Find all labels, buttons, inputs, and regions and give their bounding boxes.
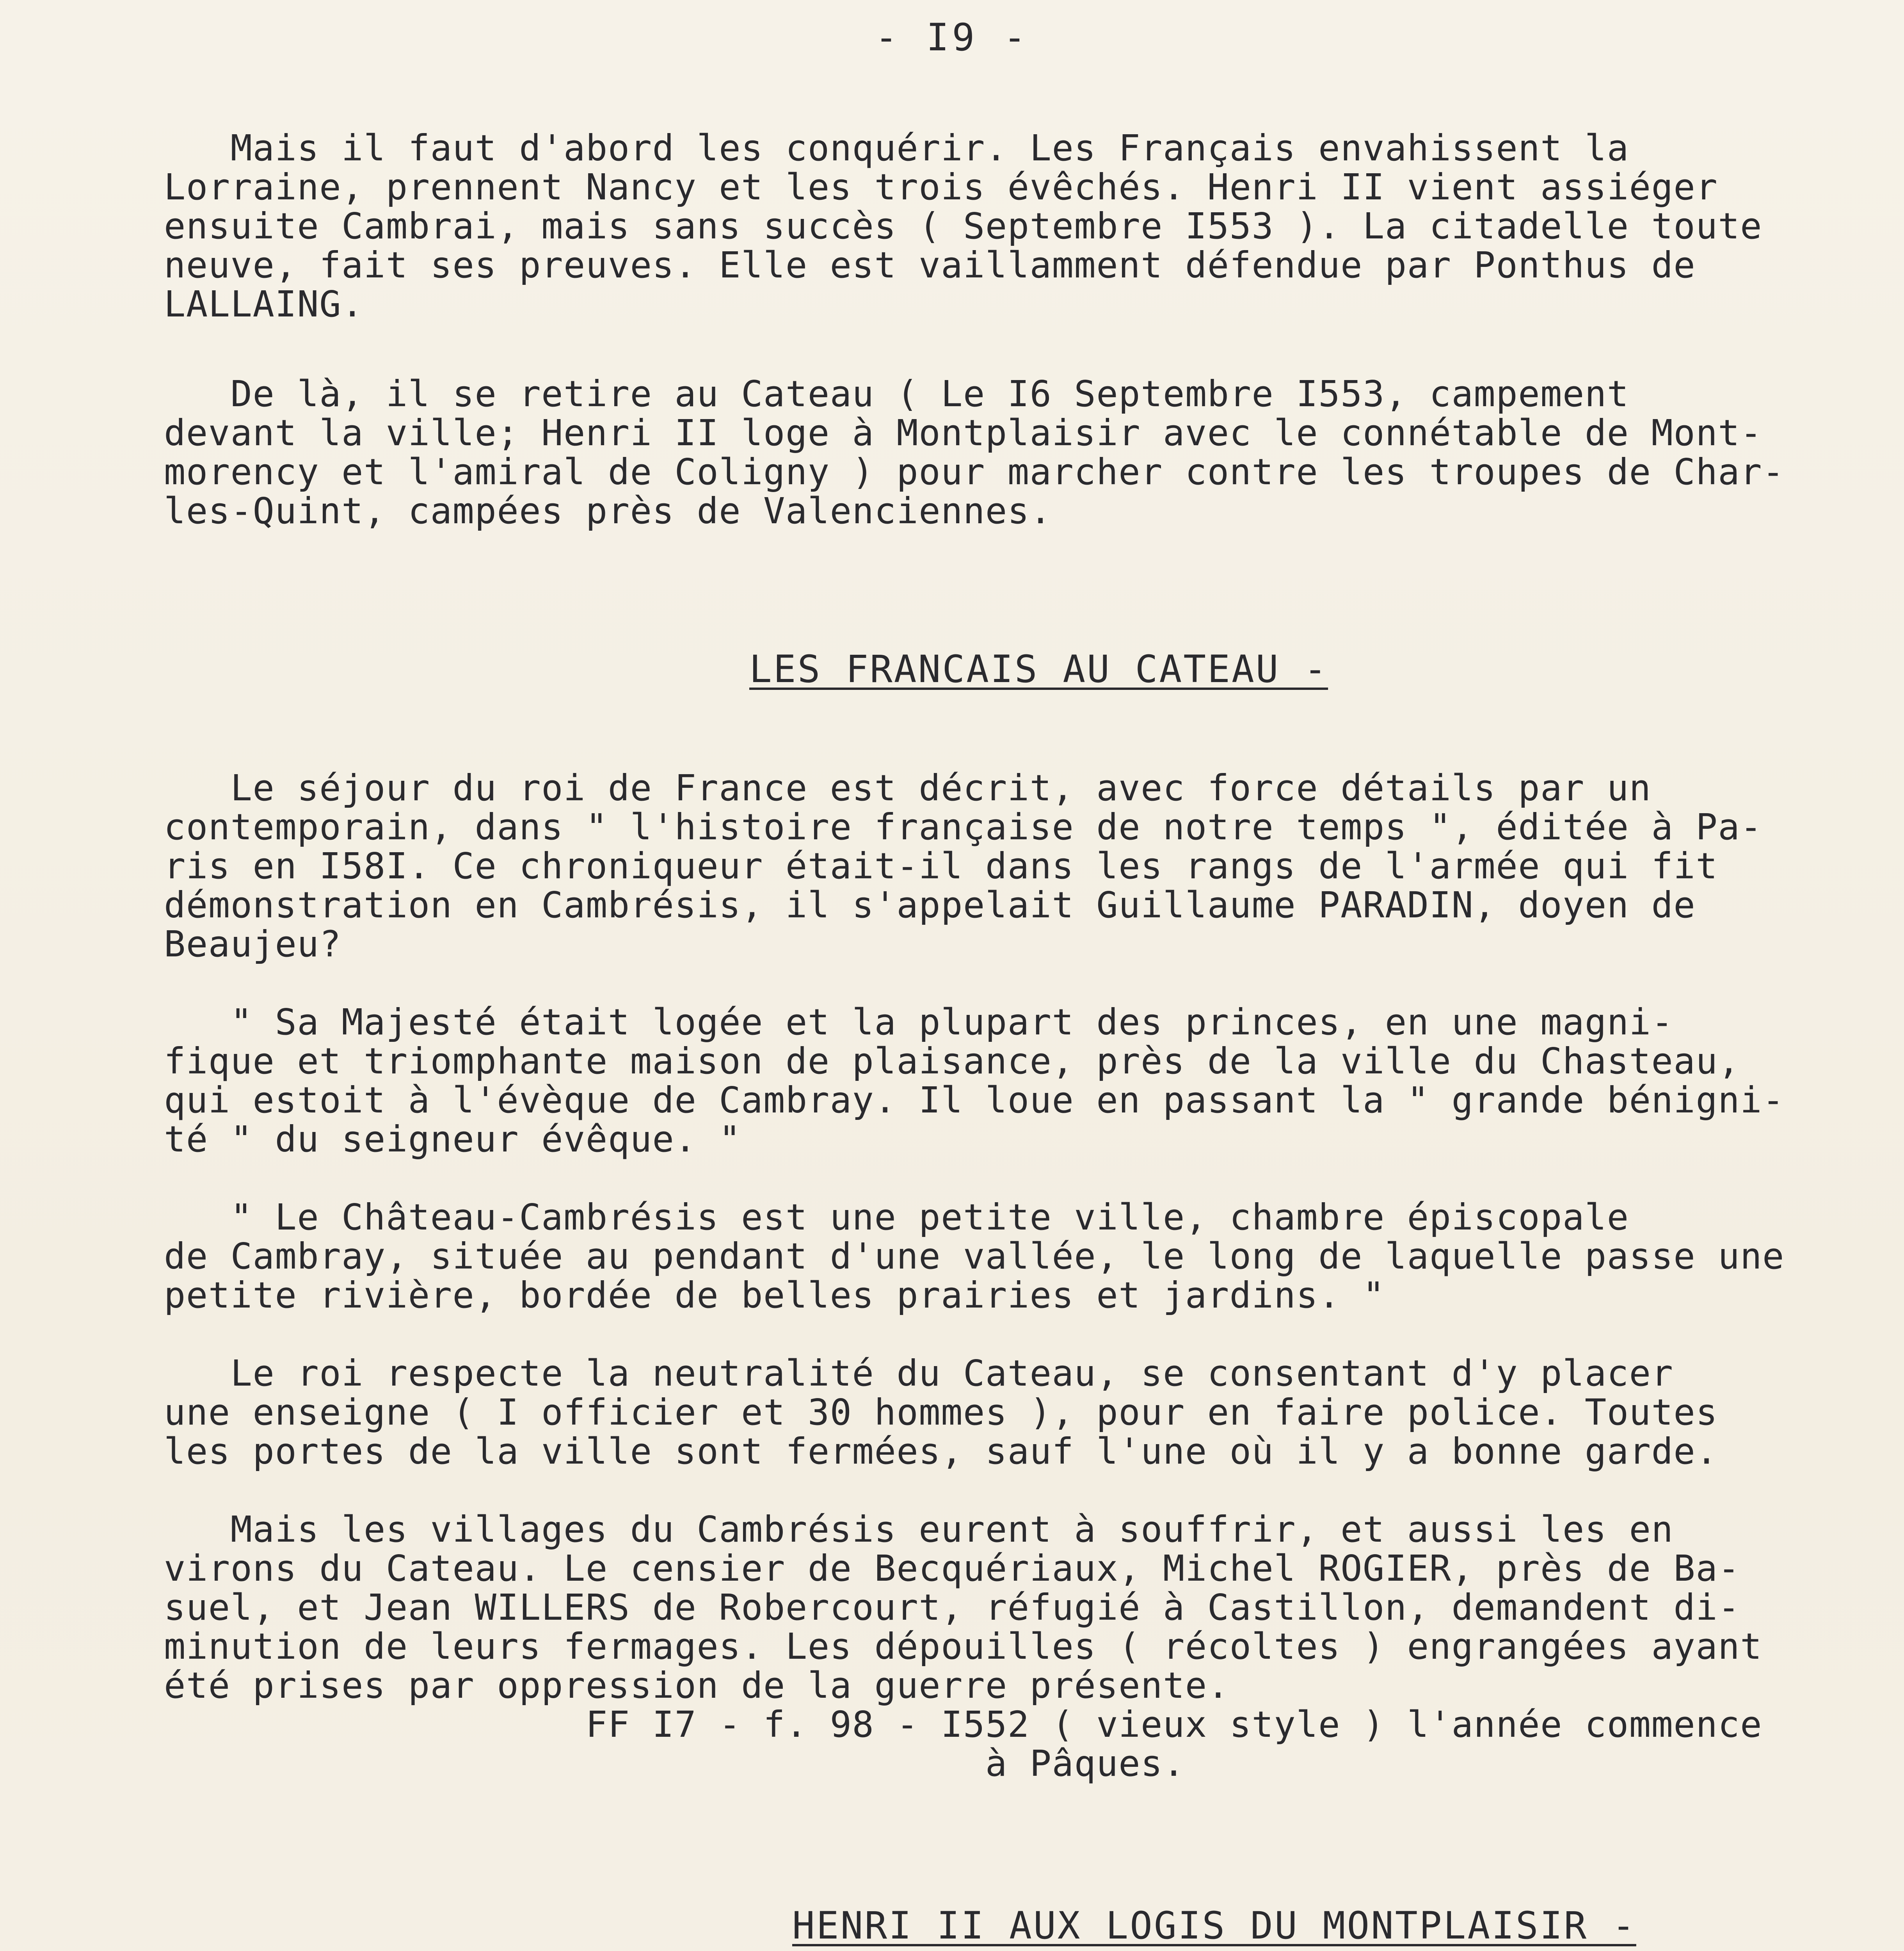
section-heading-henri-montplaisir: HENRI II AUX LOGIS DU MONTPLAISIR -: [792, 1904, 1636, 1947]
text-line: qui estoit à l'évèque de Cambray. Il loue en passant la " grande bénigni-: [164, 1079, 1785, 1121]
text-line: morency et l'amiral de Coligny ) pour marcher contre les troupes de Char-: [164, 451, 1785, 493]
text-line: neuve, fait ses preuves. Elle est vaillamment défendue par Ponthus de: [164, 244, 1696, 286]
source-reference: FF I7 - f. 98 - I552 ( vieux style ) l'année commence: [164, 1704, 1762, 1745]
text-line: petite rivière, bordée de belles prairies et jardins. ": [164, 1274, 1385, 1316]
text-line: minution de leurs fermages. Les dépouilles ( récoltes ) engrangées ayant: [164, 1626, 1762, 1667]
text-line: Le roi respecte la neutralité du Cateau, se consentant d'y placer: [164, 1352, 1674, 1394]
paragraph-conquest: [164, 129, 1850, 324]
text-line: Mais les villages du Cambrésis eurent à souffrir, et aussi les en: [164, 1509, 1674, 1550]
text-line: " Le Château-Cambrésis est une petite ville, chambre épiscopale: [164, 1196, 1629, 1238]
text-line: Le séjour du roi de France est décrit, avec force détails par un: [164, 767, 1652, 809]
text-line: les portes de la ville sont fermées, sauf l'une où il y a bonne garde.: [164, 1430, 1718, 1472]
text-line: " Sa Majesté était logée et la plupart des princes, en une magni-: [164, 1001, 1674, 1043]
page-number: - I9 -: [875, 16, 1029, 59]
paragraph-sejour: [164, 769, 1850, 964]
paragraph-chateau-quote: [164, 1198, 1850, 1315]
text-line: ris en I58I. Ce chroniqueur était-il dans les rangs de l'armée qui fit: [164, 845, 1718, 887]
text-line: les-Quint, campées près de Valenciennes.: [164, 490, 1052, 532]
paragraph-villages: [164, 1510, 1850, 1783]
text-line: devant la ville; Henri II loge à Montplaisir avec le connétable de Mont-: [164, 412, 1762, 454]
text-line: De là, il se retire au Cateau ( Le I6 Septembre I553, campement: [164, 373, 1629, 415]
text-line: té " du seigneur évêque. ": [164, 1118, 741, 1160]
paragraph-majeste-quote: [164, 1003, 1850, 1159]
text-line: suel, et Jean WILLERS de Robercourt, réfugié à Castillon, demandent di-: [164, 1587, 1740, 1628]
section-heading-francais-au-cateau: LES FRANCAIS AU CATEAU -: [749, 647, 1328, 691]
text-line: Lorraine, prennent Nancy et les trois évêchés. Henri II vient assiéger: [164, 166, 1718, 208]
text-line: Mais il faut d'abord les conquérir. Les Français envahissent la: [164, 127, 1629, 169]
paragraph-retreat: [164, 375, 1850, 531]
text-line: ensuite Cambrai, mais sans succès ( Septembre I553 ). La citadelle toute: [164, 205, 1762, 247]
text-line: contemporain, dans " l'histoire française de notre temps ", éditée à Pa-: [164, 806, 1762, 848]
text-line: virons du Cateau. Le censier de Becquériaux, Michel ROGIER, près de Ba-: [164, 1548, 1740, 1589]
text-line: de Cambray, située au pendant d'une vallée, le long de laquelle passe une: [164, 1235, 1785, 1277]
text-line: été prises par oppression de la guerre présente.: [164, 1665, 1230, 1706]
text-line: LALLAING.: [164, 283, 364, 325]
source-reference: à Pâques.: [164, 1743, 1185, 1784]
text-line: Beaujeu?: [164, 923, 342, 965]
text-line: une enseigne ( I officier et 30 hommes ), pour en faire police. Toutes: [164, 1391, 1718, 1433]
paragraph-neutralite: [164, 1354, 1850, 1471]
text-line: démonstration en Cambrésis, il s'appelait Guillaume PARADIN, doyen de: [164, 884, 1696, 926]
text-line: fique et triomphante maison de plaisance, près de la ville du Chasteau,: [164, 1040, 1740, 1082]
